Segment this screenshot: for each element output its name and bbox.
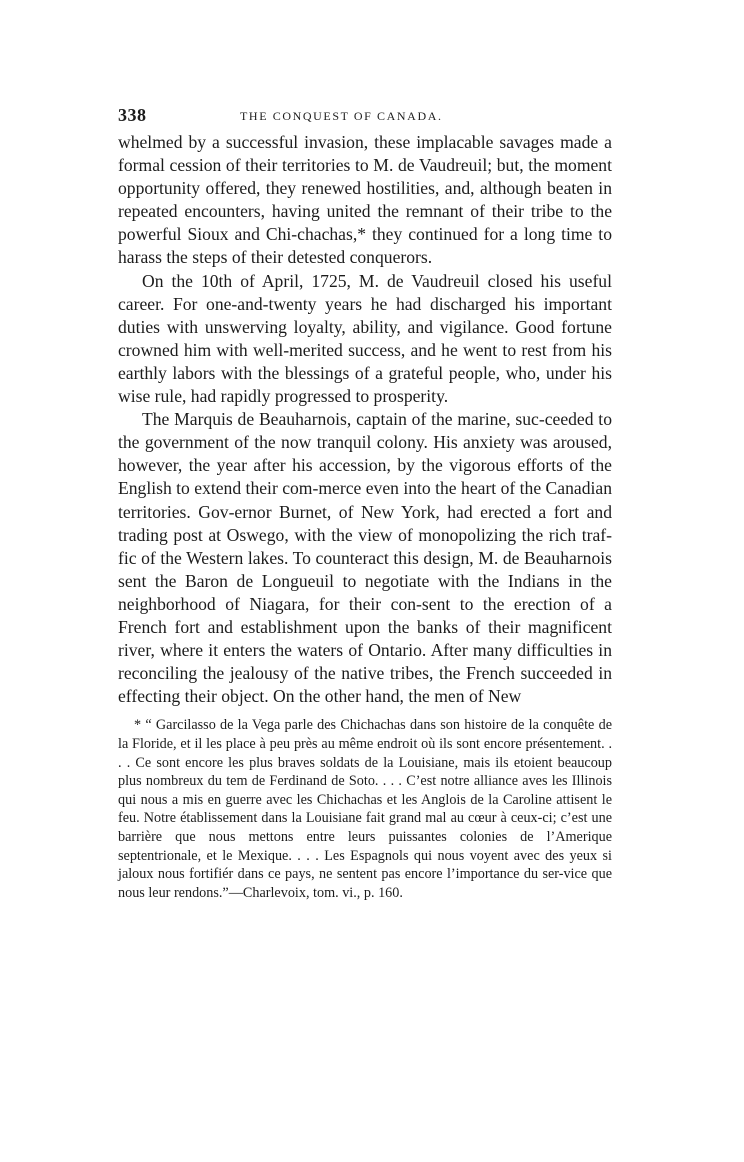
paragraph-3: The Marquis de Beauharnois, captain of the marine, suc-ceeded to the government of the now tranquil colony. His anxiety was aroused, however, the year after his accession, by the vigorous efforts of the English to extend their com-merce even into the heart of the Canadian territories. Gov-ernor Burnet, of New York, had erected a fort and trading post at Oswego, with the view of monopolizing the rich traf-fic of the Western lakes. To counteract this design, M. de Beauharnois sent the Baron de Longueuil to negotiate with the Indians in the neighborhood of Niagara, for their con-sent to the erection of a French fort and establishment upon the banks of their magnificent river, where it enters the waters of Ontario. After many difficulties in reconciling the jealousy of the native tribes, the French succeeded in effecting their object. On the other hand, the men of New: [118, 409, 612, 707]
footnote-text: * “ Garcilasso de la Vega parle des Chichachas dans son histoire de la conquête de la Floride, et il les place à peu près au même endroit où ils sont encore présentement. . . . Ce sont encore les plus braves soldats de la Louisiane, mais ils etoient beaucoup plus nombreux du tem de Ferdinand de Soto. . . . C’est notre alliance aves les Illinois qui nous a mis en guerre avec les Chichachas et les Anglois de la Caroline attisent le feu. Notre établissement dans la Louisiane fait grand mal au cœur à ceux-ci; c’est une barrière que nous mettons entre leurs puissantes colonies de l’Amerique septentrionale, et le Mexique. . . . Les Espagnols qui nous voyent avec des yeux si jaloux nous fortifiér dans ce pays, ne sentent pas encore l’importance du ser-vice que nous leur rendons.”—Charlevoix, tom. vi., p. 160.: [118, 717, 612, 901]
footnote: [118, 716, 612, 902]
paragraph-1: whelmed by a successful invasion, these implacable savages made a formal cession of their territories to M. de Vaudreuil; but, the moment opportunity offered, they renewed hostilities, and, although beaten in repeated encounters, having united the remnant of their tribe to the powerful Sioux and Chi-chachas,* they continued for a long time to harass the steps of their detested conquerors.: [118, 132, 612, 268]
paragraph-2: On the 10th of April, 1725, M. de Vaudreuil closed his useful career. For one-and-twenty years he had discharged his important duties with unswerving loyalty, ability, and vigilance. Good fortune crowned him with well-merited success, and he went to rest from his earthly labors with the blessings of a grateful people, who, under his wise rule, had rapidly progressed to prosperity.: [118, 270, 612, 407]
body-text: [118, 131, 612, 708]
running-head: [118, 105, 612, 129]
book-page: [118, 105, 612, 902]
page-number: 338: [118, 105, 147, 125]
running-title: THE CONQUEST OF CANADA.: [240, 109, 443, 123]
